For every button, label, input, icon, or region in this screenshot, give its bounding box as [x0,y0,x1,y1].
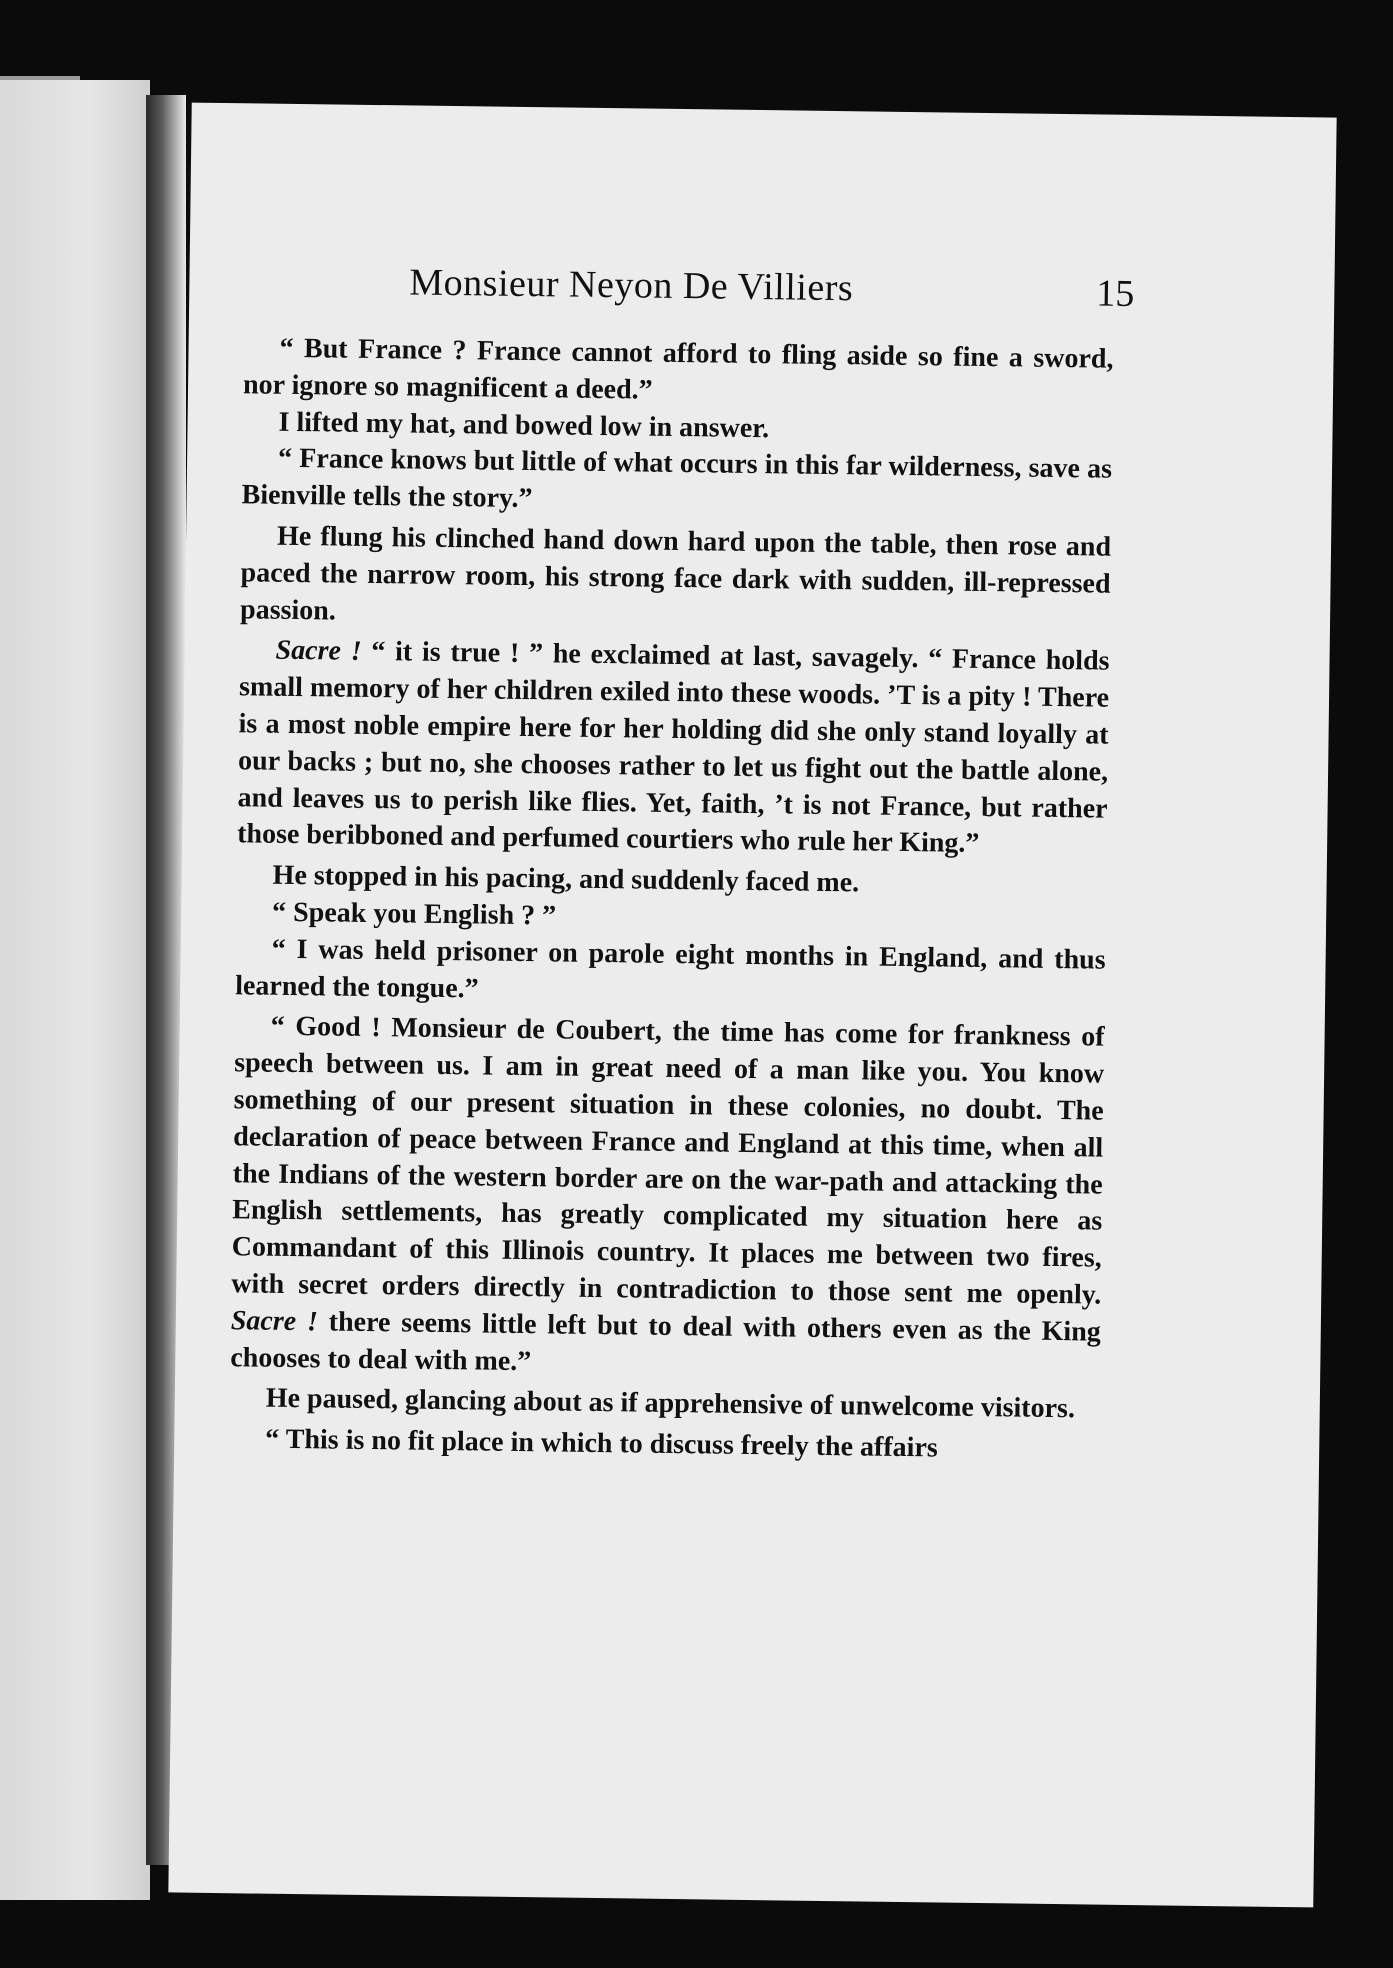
body-text [229,330,1114,1469]
paragraph-9-text: “ Good ! Monsieur de Coubert, the time has come for frankness of speech between us. I am in great need of a man like you. You know something of our present situation in these colonies, no doubt. The declaration of peace between France and England at this time, when all the Indians of the western border are on the war-path and attacking the English settlements, has greatly complicated my situation here as Commandant of this Illinois country. It places me between two fires, with secret orders directly in contradiction to those sent me openly. [231,1011,1105,1311]
paragraph-5 [237,633,1110,865]
italic-exclamation-2: Sacre ! [230,1304,319,1338]
paragraph-9 [230,1009,1105,1388]
paragraph-5-text: “ it is true ! ” he exclaimed at last, savagely. “ France holds small memory of her children exiled into these woods. ’T is a pity ! There is a most noble empire here for her holding did she only stand loyally at our backs ; but no, she chooses rather to let us fight out the battle alone, and leaves us to perish like flies. Yet, faith, ’t is not France, but rather those beribboned and perfumed courtiers who rule her King.” [236,636,1110,860]
previous-page-edge [0,80,150,1900]
book-page [168,103,1336,1908]
page-number: 15 [1096,272,1135,315]
paragraph-11: “ This is no fit place in which to discuss freely the affairs [265,1423,938,1464]
paragraph-7: “ Speak you English ? ” [271,896,557,932]
running-head [244,258,1135,329]
paragraph-10: He paused, glancing about as if apprehensive of unwelcome visitors. [265,1382,1076,1425]
paragraph-6: He stopped in his pacing, and suddenly faced me. [272,859,860,899]
paragraph-1: “ But France ? France cannot afford to fling aside so fine a sword, nor ignore so magnificent a deed.” [242,332,1114,406]
paragraph-2: I lifted my hat, and bowed low in answer. [278,406,770,444]
paragraph-4: He flung his clinched hand down hard upon the table, then rose and paced the narrow room, his strong face dark with sudden, ill-repressed passion. [239,520,1112,627]
page-content [229,258,1135,1469]
italic-exclamation-1: Sacre ! [275,635,362,668]
paragraph-3: “ France knows but little of what occurs in this far wilderness, save as Bienville tells the story.” [241,443,1113,515]
paragraph-9-end: there seems little left but to deal with others even as the King chooses to deal with me.” [230,1306,1101,1377]
running-title: Monsieur Neyon De Villiers [409,261,854,310]
paragraph-8: “ I was held prisoner on parole eight months in England, and thus learned the tongue.” [235,933,1106,1004]
